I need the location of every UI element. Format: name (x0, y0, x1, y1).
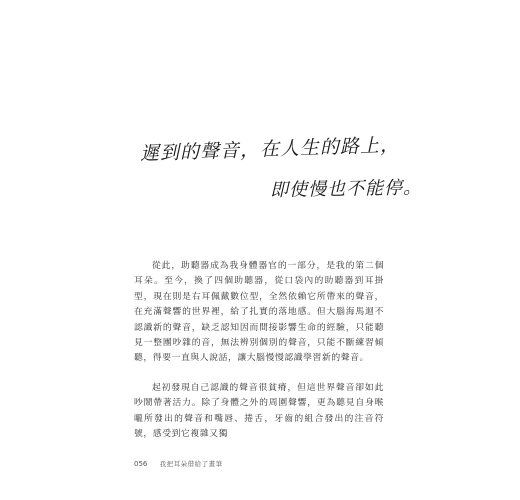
handwritten-quote-line-2: 即使慢也不能停。 (269, 177, 423, 201)
page-footer (134, 459, 223, 468)
handwritten-quote-line-1: 遲到的聲音，在人生的路上， (139, 133, 401, 165)
body-paragraph-1: 從此，助聽器成為我身體器官的一部分，是我的第二個耳朵。至今，換了四個助聽器，從口袋內的助聽器到耳掛型，現在則是右耳佩戴數位型，全然依賴它所帶來的聲音，在充滿聲響的世界裡，給了扎實的落地感。但大腦海馬迴不認識新的聲音，缺乏認知因而間接影響生命的經驗，只能聽見一整團吵雜的音，無法辨別個別的聲音，只能不斷練習傾聽，得要一直與人說話，讓大腦慢慢認識學習新的聲音。 (134, 261, 384, 364)
body-text (134, 259, 384, 442)
body-paragraph-2: 起初發現自己認識的聲音很貧瘠，但這世界聲音卻如此吵鬧帶著活力。除了身體之外的周圍聲響，更為聽見自身喉嚨所發出的聲音和嘴唇、捲舌，牙齒的組合發出的注音符號，感受到它複雜又獨 (134, 382, 384, 440)
running-title: 我把耳朵借給了畫筆 (159, 460, 223, 468)
page-number: 056 (134, 460, 148, 468)
